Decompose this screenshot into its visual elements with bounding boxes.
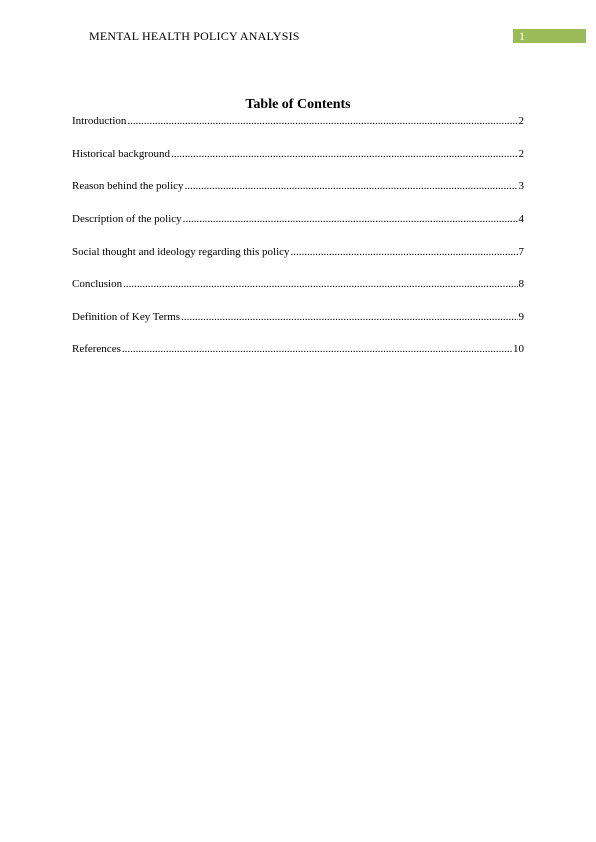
page-number-box [513,29,586,43]
toc-entry-description-of-policy[interactable] [72,212,524,226]
toc-entry-label: Social thought and ideology regarding this policy [72,246,290,258]
toc-dot-leader [171,147,517,161]
toc-entry-label: Historical background [72,148,171,160]
toc-dot-leader [123,277,517,291]
page-number: 1 [519,29,525,43]
toc-entry-historical-background[interactable] [72,147,524,161]
toc-dot-leader [185,179,518,193]
toc-entry-page: 10 [513,343,524,355]
toc-entry-label: Introduction [72,115,127,127]
toc-entry-reason-behind-policy[interactable] [72,179,524,193]
toc-dot-leader [183,212,518,226]
toc-entry-social-thought[interactable] [72,245,524,259]
toc-entry-page: 2 [518,148,524,160]
toc-heading: Table of Contents [245,97,351,112]
toc-entry-page: 3 [518,180,524,192]
toc-dot-leader [127,114,517,128]
toc-entry-conclusion[interactable] [72,277,524,291]
toc-entry-page: 2 [518,115,524,127]
toc-entry-label: Reason behind the policy [72,180,184,192]
running-header-title: MENTAL HEALTH POLICY ANALYSIS [89,29,300,43]
toc-entry-page: 4 [518,213,524,225]
toc-entry-label: Description of the policy [72,213,182,225]
toc-entry-label: Conclusion [72,278,123,290]
toc-entry-definition-key-terms[interactable] [72,310,524,324]
toc-entry-label: Definition of Key Terms [72,311,181,323]
toc-dot-leader [122,342,512,356]
toc-dot-leader [291,245,518,259]
toc-entry-page: 9 [518,311,524,323]
toc-entry-label: References [72,343,121,355]
toc-entry-page: 8 [518,278,524,290]
toc-entry-introduction[interactable] [72,114,524,128]
toc-entry-page: 7 [518,246,524,258]
toc-entry-references[interactable] [72,342,524,356]
toc-dot-leader [181,310,517,324]
